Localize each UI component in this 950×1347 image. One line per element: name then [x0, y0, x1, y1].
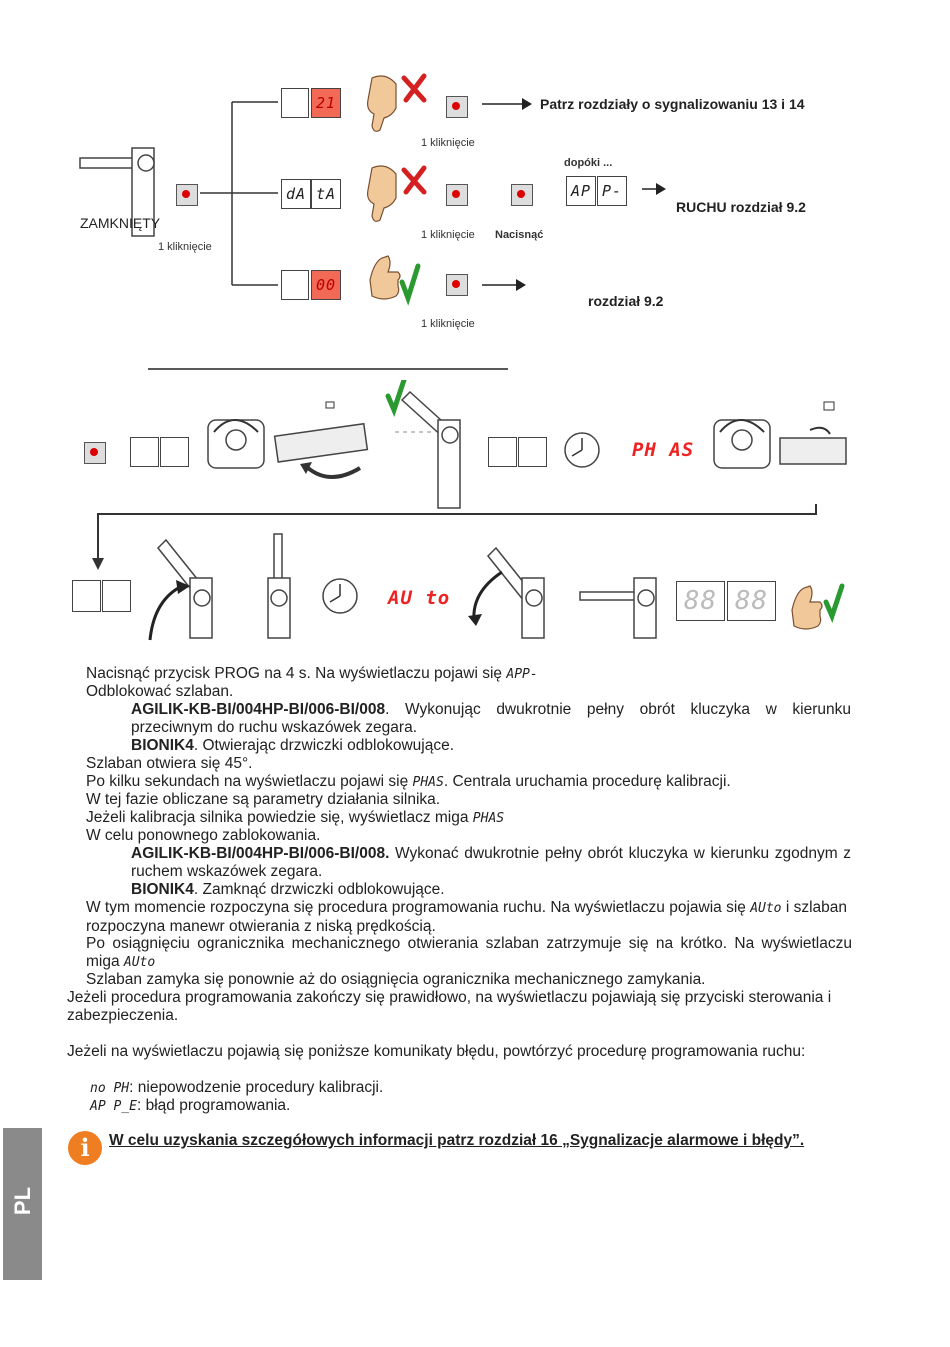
click-label: 1 kliknięcie: [421, 229, 475, 241]
check-icon: [388, 380, 404, 410]
paragraph: Odblokować szlaban.: [86, 683, 234, 700]
thumb-down-icon: [368, 166, 396, 221]
click-label: 1 kliknięcie: [421, 318, 475, 330]
display-right: [518, 437, 547, 467]
display-left: [281, 88, 309, 118]
prog-button[interactable]: [84, 442, 106, 464]
prog-button[interactable]: [176, 184, 198, 206]
lock-open-icon: [326, 402, 334, 408]
display-left: dA: [281, 179, 311, 209]
procedure-diagram: [0, 380, 950, 650]
check-icon: [402, 266, 418, 298]
press-label: Nacisnąć: [495, 229, 544, 241]
clock-icon: [565, 433, 599, 467]
display-left: [488, 437, 517, 467]
info-note: W celu uzyskania szczegółowych informacji patrz rozdział 16 „Sygnalizacje alarmowe i błędy”.: [109, 1132, 805, 1149]
paragraph: W celu ponownego zablokowania.: [86, 827, 321, 844]
prog-button[interactable]: [511, 184, 533, 206]
paragraph: W tej fazie obliczane są parametry działania silnika.: [86, 791, 441, 808]
cross-icon: [404, 76, 424, 100]
closed-label: ZAMKNIĘTY: [80, 215, 161, 231]
barrier-closing-icon: [468, 548, 544, 638]
check-icon: [826, 586, 842, 616]
clock-icon: [323, 579, 357, 613]
thumb-down-icon: [368, 76, 396, 131]
display-right: [160, 437, 189, 467]
key-lock-icon: [714, 420, 770, 468]
cross-icon: [404, 168, 424, 192]
paragraph: BIONIK4. Otwierając drzwiczki odblokowujące.: [131, 737, 455, 754]
info-icon: i: [68, 1131, 102, 1165]
paragraph: Jeżeli na wyświetlaczu pojawią się poniższe komunikaty błędu, powtórzyć procedurę programowania ruchu:: [67, 1043, 806, 1060]
phas-blinking-display: PH AS: [632, 439, 695, 461]
thumb-up-icon: [370, 256, 400, 299]
paragraph: AGILIK-KB-BI/004HP-BI/006-BI/008. Wykonać dwukrotnie pełny obrót kluczyka w kierunku zgodnym z ruchem wskazówek zegara.: [131, 845, 851, 880]
display-right: 00: [311, 270, 341, 300]
display-right: P-: [597, 176, 627, 206]
paragraph: Szlaban otwiera się 45°.: [86, 755, 253, 772]
final-display-left: 88: [676, 581, 725, 621]
paragraph: Szlaban zamyka się ponownie aż do osiągnięcia ogranicznika mechanicznego zamykania.: [86, 971, 706, 988]
key-unlock-icon: [208, 420, 264, 468]
paragraph: Jeżeli kalibracja silnika powiedzie się, wyświetlacz miga PHAS: [86, 809, 505, 826]
row1-text: Patrz rozdziały o sygnalizowaniu 13 i 14: [540, 96, 805, 112]
display-right: 21: [311, 88, 341, 118]
barrier-open45-icon: [395, 392, 460, 508]
release-door-icon: [275, 424, 368, 477]
display-left: [72, 580, 101, 612]
paragraph: Po kilku sekundach na wyświetlaczu pojawi się PHAS. Centrala uruchamia procedurę kalibracji.: [86, 773, 731, 790]
final-display-right: 88: [727, 581, 776, 621]
paragraph: Nacisnąć przycisk PROG na 4 s. Na wyświetlaczu pojawi się APP-: [86, 665, 538, 682]
click-label: 1 kliknięcie: [421, 137, 475, 149]
barrier-closed-icon: [580, 578, 656, 638]
until-label: dopóki ...: [564, 157, 613, 169]
prog-button[interactable]: [446, 274, 468, 296]
barrier-opening-icon: [150, 540, 212, 640]
display-right: tA: [311, 179, 341, 209]
release-door-closed-icon: [780, 428, 846, 464]
prog-button[interactable]: [446, 96, 468, 118]
display-left: [130, 437, 159, 467]
paragraph: Jeżeli procedura programowania zakończy się prawidłowo, na wyświetlaczu pojawiają się przyciski sterowania i zabezpieczenia.: [67, 989, 832, 1024]
paragraph: BIONIK4. Zamknąć drzwiczki odblokowujące.: [131, 881, 445, 898]
paragraph: Po osiągnięciu ogranicznika mechanicznego otwierania szlaban zatrzymuje się na krótko. Na wyświetlaczu miga AUto: [86, 935, 852, 970]
click-label: 1 kliknięcie: [158, 241, 212, 253]
thumb-up-icon: [792, 586, 822, 629]
paragraph: W tym momencie rozpoczyna się procedura programowania ruchu. Na wyświetlaczu pojawia się AUto i szlaban rozpoczyna manewr otwierania z niską prędkością.: [86, 899, 847, 935]
display-right: [102, 580, 131, 612]
barrier-vertical-icon: [268, 534, 290, 638]
error-item: AP P_E: błąd programowania.: [90, 1097, 291, 1114]
lock-closed-icon: [824, 402, 834, 410]
paragraph: AGILIK-KB-BI/004HP-BI/006-BI/008. Wykonując dwukrotnie pełny obrót kluczyka w kierunku przeciwnym do ruchu wskazówek zegara.: [131, 701, 851, 736]
row2-text: RUCHU rozdział 9.2: [676, 199, 806, 215]
diagram-lines-top: [0, 0, 950, 380]
language-side-tab: PL: [3, 1128, 42, 1280]
error-item: no PH: niepowodzenie procedury kalibracji.: [90, 1079, 384, 1096]
display-left: [281, 270, 309, 300]
prog-button[interactable]: [446, 184, 468, 206]
display-left: AP: [566, 176, 596, 206]
auto-blinking-display: AU to: [388, 587, 451, 609]
row3-text: rozdział 9.2: [588, 293, 664, 309]
